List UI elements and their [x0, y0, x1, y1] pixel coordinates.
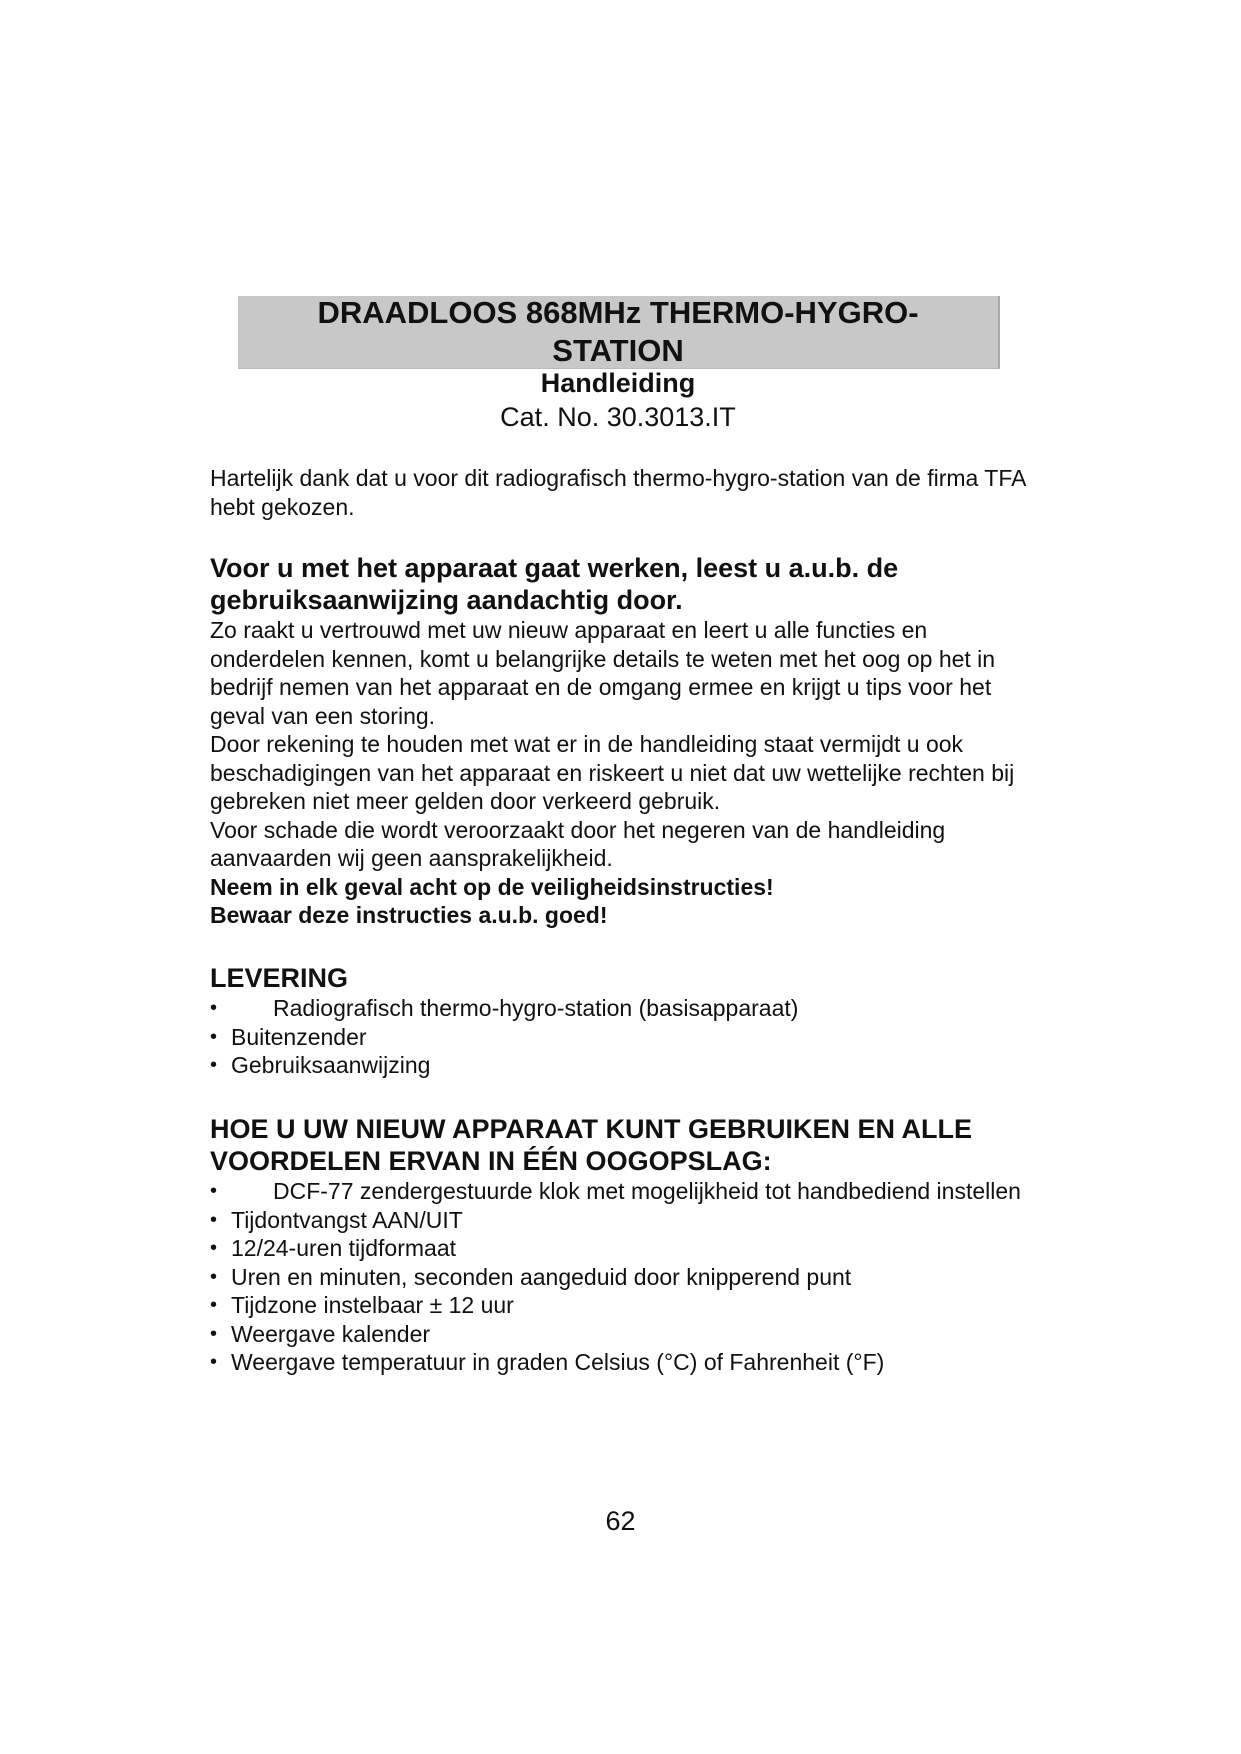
document-subtitle: Handleiding	[540, 368, 696, 398]
features-list	[210, 1177, 1040, 1377]
list-item: • 12/24-uren tijdformaat	[210, 1234, 1040, 1263]
keep-instructions-note: Bewaar deze instructies a.u.b. goed!	[210, 902, 608, 928]
list-item: • Weergave kalender	[210, 1320, 1040, 1349]
document-title	[238, 294, 998, 370]
list-item: • Radiografisch thermo-hygro-station (basisapparaat)	[210, 994, 1040, 1023]
list-item: • Gebruiksaanwijzing	[210, 1051, 1040, 1080]
before-use-paragraph-1: Zo raakt u vertrouwd met uw nieuw apparaat en leert u alle functies en onderdelen kennen, komt u belangrijke details te weten met het oog op het in bedrijf nemen van het apparaat en de omgang ermee en krijgt u tips voor het geval van een storing.	[210, 617, 996, 729]
list-item: • Buitenzender	[210, 1023, 1040, 1052]
before-use-heading: Voor u met het apparaat gaat werken, leest u a.u.b. de gebruiksaanwijzing aandachtig door.	[210, 553, 899, 615]
before-use-paragraph-2: Door rekening te houden met wat er in de handleiding staat vermijdt u ook beschadigingen van het apparaat en riskeert u niet dat uw wettelijke rechten bij gebreken niet meer gelden door verkeerd gebruik.	[210, 731, 1015, 814]
catalog-number: Cat. No. 30.3013.IT	[500, 402, 736, 432]
title-line-1: DRAADLOOS 868MHz THERMO-HYGRO-	[317, 295, 919, 330]
safety-note: Neem in elk geval acht op de veiligheidsinstructies!	[210, 873, 774, 900]
list-item: • Tijdzone instelbaar ± 12 uur	[210, 1291, 1040, 1320]
delivery-list	[210, 994, 1040, 1080]
title-line-2: STATION	[552, 333, 684, 368]
list-item: • Weergave temperatuur in graden Celsius (°C) of Fahrenheit (°F)	[210, 1348, 1040, 1377]
before-use-body	[210, 616, 1040, 930]
list-item: • DCF-77 zendergestuurde klok met mogelijkheid tot handbediend instellen	[210, 1177, 1040, 1206]
delivery-heading: LEVERING	[210, 963, 349, 993]
list-item: • Tijdontvangst AAN/UIT	[210, 1206, 1040, 1235]
page-number: 62	[605, 1506, 636, 1536]
features-heading: HOE U UW NIEUW APPARAAT KUNT GEBRUIKEN EN ALLE VOORDELEN ERVAN IN ÉÉN OOGOPSLAG:	[210, 1114, 972, 1176]
list-item: • Uren en minuten, seconden aangeduid door knipperend punt	[210, 1263, 1040, 1292]
intro-paragraph: Hartelijk dank dat u voor dit radiografisch thermo-hygro-station van de firma TFA hebt gekozen.	[210, 465, 1026, 520]
before-use-paragraph-3: Voor schade die wordt veroorzaakt door het negeren van de handleiding aanvaarden wij geen aansprakelijkheid.	[210, 816, 946, 871]
